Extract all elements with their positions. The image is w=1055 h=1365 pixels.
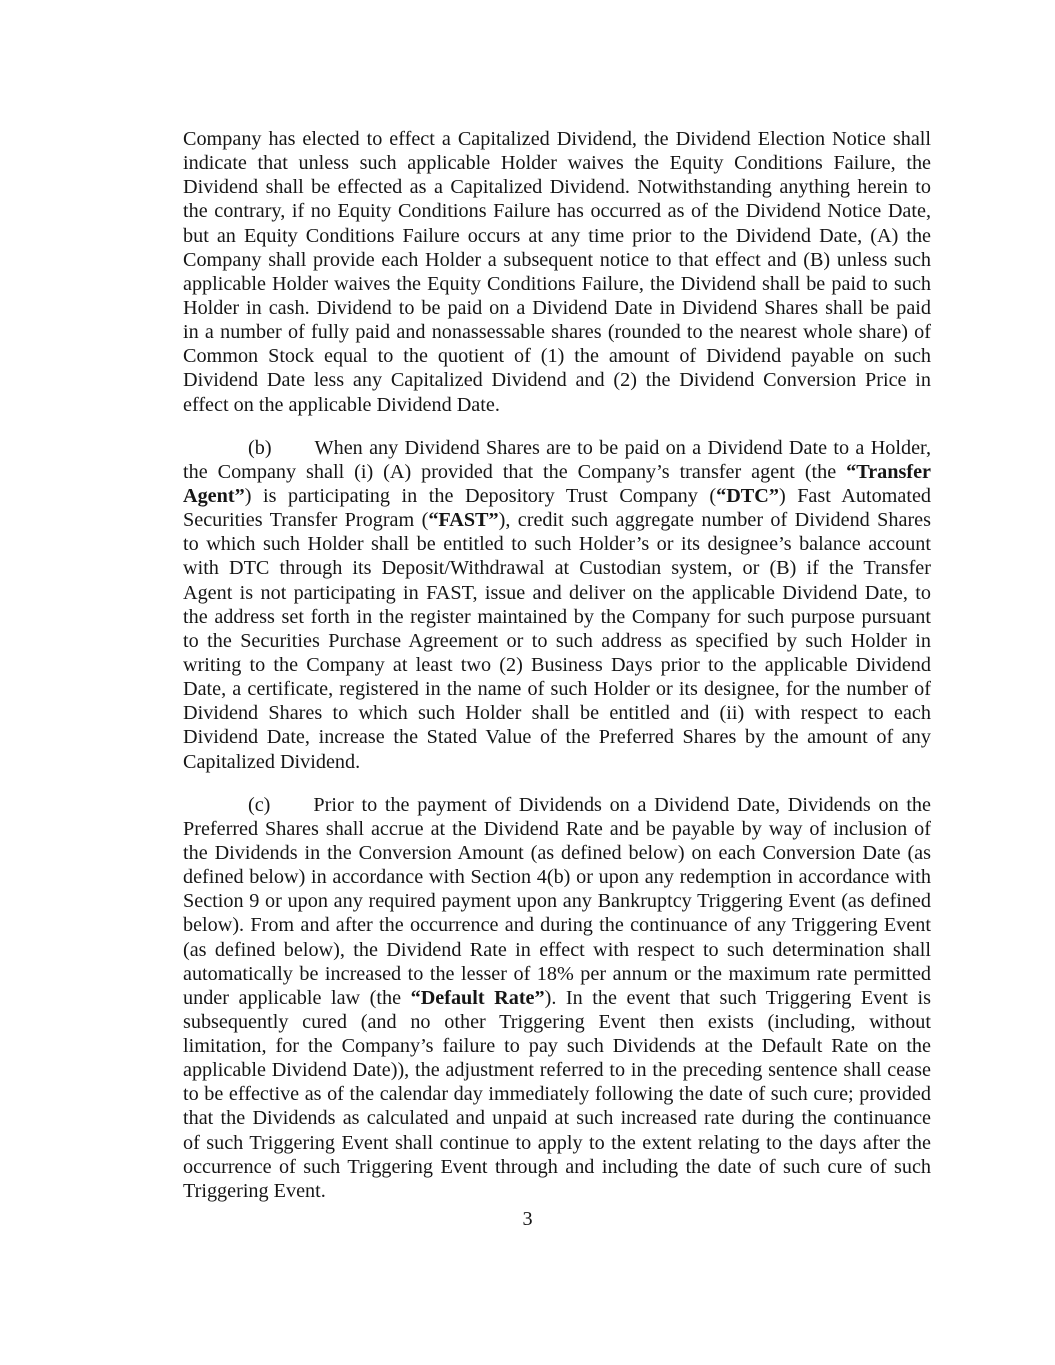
text-line [183, 629, 931, 653]
text-line [183, 436, 931, 460]
text-run: (as defined below), the Dividend Rate in effect with respect to such determination shall [183, 938, 931, 961]
text-line [183, 393, 931, 417]
text-line [183, 368, 931, 392]
text-run: defined below) in accordance with Section 4(b) or upon any redemption in accordance with [183, 866, 931, 889]
text-line [183, 962, 931, 986]
text-line [183, 986, 931, 1010]
defined-term: Agent” [183, 484, 245, 507]
text-run: Agent is not participating in FAST, issue and deliver on the applicable Dividend Date, to [183, 581, 931, 604]
tab-space [270, 810, 313, 811]
text-run: indicate that unless such applicable Holder waives the Equity Conditions Failure, the [183, 152, 931, 175]
text-run: to the Securities Purchase Agreement or to such address as specified by such Holder in [183, 629, 931, 652]
text-line [183, 484, 931, 508]
text-line [183, 1010, 931, 1034]
text-run: Dividend Date less any Capitalized Dividend and (2) the Dividend Conversion Price in [183, 369, 931, 392]
text-run: that the Dividends as calculated and unpaid at such increased rate during the continuance [183, 1107, 931, 1130]
text-line [183, 605, 931, 629]
text-line [183, 1034, 931, 1058]
text-run: Dividend Date, increase the Stated Value of the Preferred Shares by the amount of any [183, 726, 931, 749]
text-line [183, 1179, 931, 1203]
text-line [183, 127, 931, 151]
text-line [183, 344, 931, 368]
text-run: under applicable law (the [183, 986, 411, 1009]
text-line [183, 725, 931, 749]
paragraph-section-c [183, 793, 931, 1203]
text-run: below). From and after the occurrence and during the continuance of any Triggering Event [183, 914, 931, 937]
text-run: Dividend Shares to which such Holder shall be entitled and (ii) with respect to each [183, 702, 931, 725]
text-run: Triggering Event. [183, 1179, 326, 1202]
text-run: the contrary, if no Equity Conditions Failure has occurred as of the Dividend Notice Date, [183, 200, 931, 223]
text-line [183, 1155, 931, 1179]
text-line [183, 750, 931, 774]
text-run: to be effective as of the calendar day immediately following the date of such cure; provided [183, 1083, 931, 1106]
text-run: Dividend shall be effected as a Capitalized Dividend. Notwithstanding anything herein to [183, 176, 931, 199]
text-line [183, 938, 931, 962]
text-line [183, 841, 931, 865]
text-run: applicable Dividend Date)), the adjustment referred to in the preceding sentence shall cease [183, 1059, 931, 1082]
text-run: to which such Holder shall be entitled to such Holder’s or its designee’s balance account [183, 533, 931, 556]
text-line [183, 248, 931, 272]
defined-term: “Default Rate” [410, 986, 545, 1009]
text-run: limitation, for the Company’s failure to pay such Dividends at the Default Rate on the [183, 1035, 931, 1058]
text-run: Prior to the payment of Dividends on a Dividend Date, Dividends on the [313, 793, 931, 816]
text-run: the Company shall (i) (A) provided that the Company’s transfer agent (the [183, 460, 847, 483]
text-line [183, 865, 931, 889]
tab-space [183, 810, 248, 811]
tab-space [183, 453, 248, 454]
text-run: subsequently cured (and no other Triggering Event then exists (including, without [183, 1010, 931, 1033]
text-run: the address set forth in the register maintained by the Company for such purpose pursuant [183, 605, 931, 628]
text-run: ), credit such aggregate number of Dividend Shares [498, 509, 931, 532]
text-run: effect on the applicable Dividend Date. [183, 393, 500, 416]
text-run: the Dividends in the Conversion Amount (as defined below) on each Conversion Date (as [183, 841, 931, 864]
text-run: Holder in cash. Dividend to be paid on a Dividend Date in Dividend Shares shall be paid [183, 296, 931, 319]
paragraph-continuation [183, 127, 931, 417]
tab-space [272, 453, 315, 454]
text-line [183, 1082, 931, 1106]
text-run: ) Fast Automated [778, 484, 931, 507]
text-run: Capitalized Dividend. [183, 750, 361, 773]
text-line [183, 1131, 931, 1155]
text-run: ). In the event that such Triggering Event is [544, 986, 931, 1009]
text-run: (c) [248, 793, 271, 816]
text-line [183, 793, 931, 817]
text-line [183, 677, 931, 701]
document-text-block [183, 127, 931, 1222]
text-line [183, 817, 931, 841]
text-run: in a number of fully paid and nonassessable shares (rounded to the nearest whole share) of [183, 321, 931, 344]
page-number: 3 [522, 1208, 533, 1230]
text-line [183, 460, 931, 484]
text-run: occurrence of such Triggering Event through and including the date of such cure of such [183, 1155, 931, 1178]
text-run: writing to the Company at least two (2) Business Days prior to the applicable Dividend [183, 653, 931, 676]
defined-term: “DTC” [716, 484, 779, 507]
paragraph-section-b [183, 436, 931, 774]
text-run: applicable Holder waives the Equity Conditions Failure, the Dividend shall be paid to such [183, 272, 931, 295]
text-run: automatically be increased to the lesser of 18% per annum or the maximum rate permitted [183, 962, 931, 985]
text-run: Date, a certificate, registered in the name of such Holder or its designee, for the number of [183, 678, 931, 701]
text-line [183, 272, 931, 296]
text-line [183, 296, 931, 320]
text-run: Company has elected to effect a Capitalized Dividend, the Dividend Election Notice shall [183, 128, 931, 150]
text-line [183, 1058, 931, 1082]
text-run: (b) [248, 436, 272, 459]
text-run: with DTC through its Deposit/Withdrawal at Custodian system, or (B) if the Transfer [183, 557, 931, 580]
text-line [183, 556, 931, 580]
text-run: Securities Transfer Program ( [183, 509, 429, 532]
text-run: but an Equity Conditions Failure occurs at any time prior to the Dividend Date, (A) the [183, 224, 931, 247]
text-run: Company shall provide each Holder a subsequent notice to that effect and (B) unless such [183, 248, 931, 271]
text-line [183, 889, 931, 913]
text-line [183, 653, 931, 677]
text-line [183, 1106, 931, 1130]
text-run: Preferred Shares shall accrue at the Dividend Rate and be payable by way of inclusion of [183, 817, 931, 840]
text-line [183, 224, 931, 248]
defined-term: “Transfer [846, 460, 931, 483]
text-run: When any Dividend Shares are to be paid on a Dividend Date to a Holder, [314, 436, 931, 459]
text-line [183, 199, 931, 223]
text-run: Common Stock equal to the quotient of (1) the amount of Dividend payable on such [183, 345, 931, 368]
text-line [183, 320, 931, 344]
text-line [183, 175, 931, 199]
text-run: Section 9 or upon any required payment upon any Bankruptcy Triggering Event (as defined [183, 890, 931, 913]
text-line [183, 508, 931, 532]
text-line [183, 581, 931, 605]
text-line [183, 913, 931, 937]
defined-term: “FAST” [428, 509, 499, 532]
text-line [183, 151, 931, 175]
text-line [183, 532, 931, 556]
text-run: ) is participating in the Depository Trust Company ( [244, 484, 717, 507]
text-run: of such Triggering Event shall continue to apply to the extent relating to the days after the [183, 1131, 931, 1154]
text-line [183, 701, 931, 725]
